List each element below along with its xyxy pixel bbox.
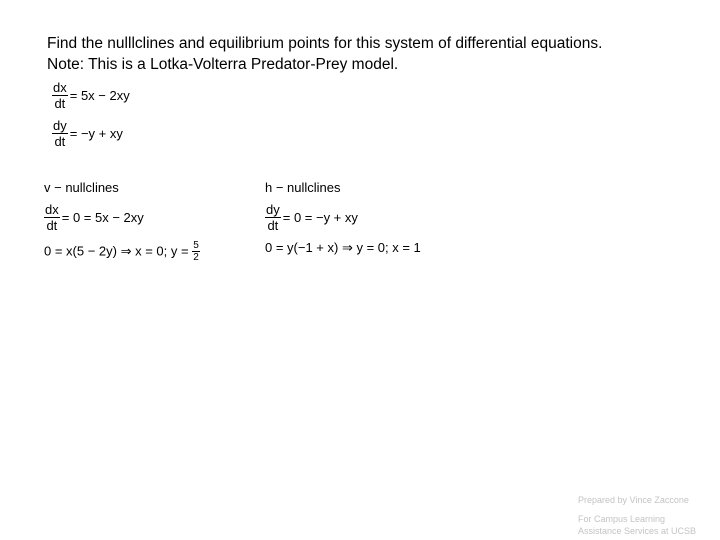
frac-den: dt xyxy=(46,218,58,233)
h-nullcline-equation xyxy=(265,202,358,233)
problem-statement xyxy=(47,33,602,75)
equation-rhs: = −y + xy xyxy=(69,126,123,141)
solution-text: 0 = y(−1 + x) ⇒ y = 0; x = 1 xyxy=(265,240,421,255)
frac-den: dt xyxy=(54,134,66,149)
h-nullcline-solution xyxy=(265,240,421,256)
equation-rhs: = 5x − 2xy xyxy=(69,88,130,103)
derivative-dx-dt xyxy=(44,202,60,233)
h-nullclines-title: h − nullclines xyxy=(265,180,341,195)
frac-den: dt xyxy=(267,218,279,233)
solution-text: 0 = x(5 − 2y) ⇒ x = 0; y = xyxy=(44,243,193,259)
fraction-five-halves xyxy=(192,240,200,263)
watermark-line-1: Prepared by Vince Zaccone xyxy=(578,495,689,505)
equation-rhs: = 0 = 5x − 2xy xyxy=(61,210,144,225)
equation-rhs: = 0 = −y + xy xyxy=(282,210,358,225)
derivative-dy-dt xyxy=(52,118,68,149)
problem-note: Note: This is a Lotka-Volterra Predator-Prey model. xyxy=(47,56,399,73)
frac-num: 5 xyxy=(193,240,199,251)
watermark-line-2: For Campus Learning xyxy=(578,514,666,524)
frac-num: dx xyxy=(53,80,67,95)
v-nullcline-equation xyxy=(44,202,144,233)
equation-dx-dt xyxy=(52,80,130,111)
frac-num: dx xyxy=(45,202,59,217)
v-nullclines-title: v − nullclines xyxy=(44,180,119,195)
derivative-dx-dt xyxy=(52,80,68,111)
equation-dy-dt xyxy=(52,118,123,149)
frac-den: dt xyxy=(54,96,66,111)
v-nullcline-solution xyxy=(44,240,200,263)
frac-num: dy xyxy=(266,202,280,217)
derivative-dy-dt xyxy=(265,202,281,233)
problem-text: Find the nulllclines and equilibrium points for this system of differential equations. xyxy=(47,35,603,52)
frac-num: dy xyxy=(53,118,67,133)
watermark-line-3: Assistance Services at UCSB xyxy=(578,526,697,536)
frac-den: 2 xyxy=(193,252,199,263)
